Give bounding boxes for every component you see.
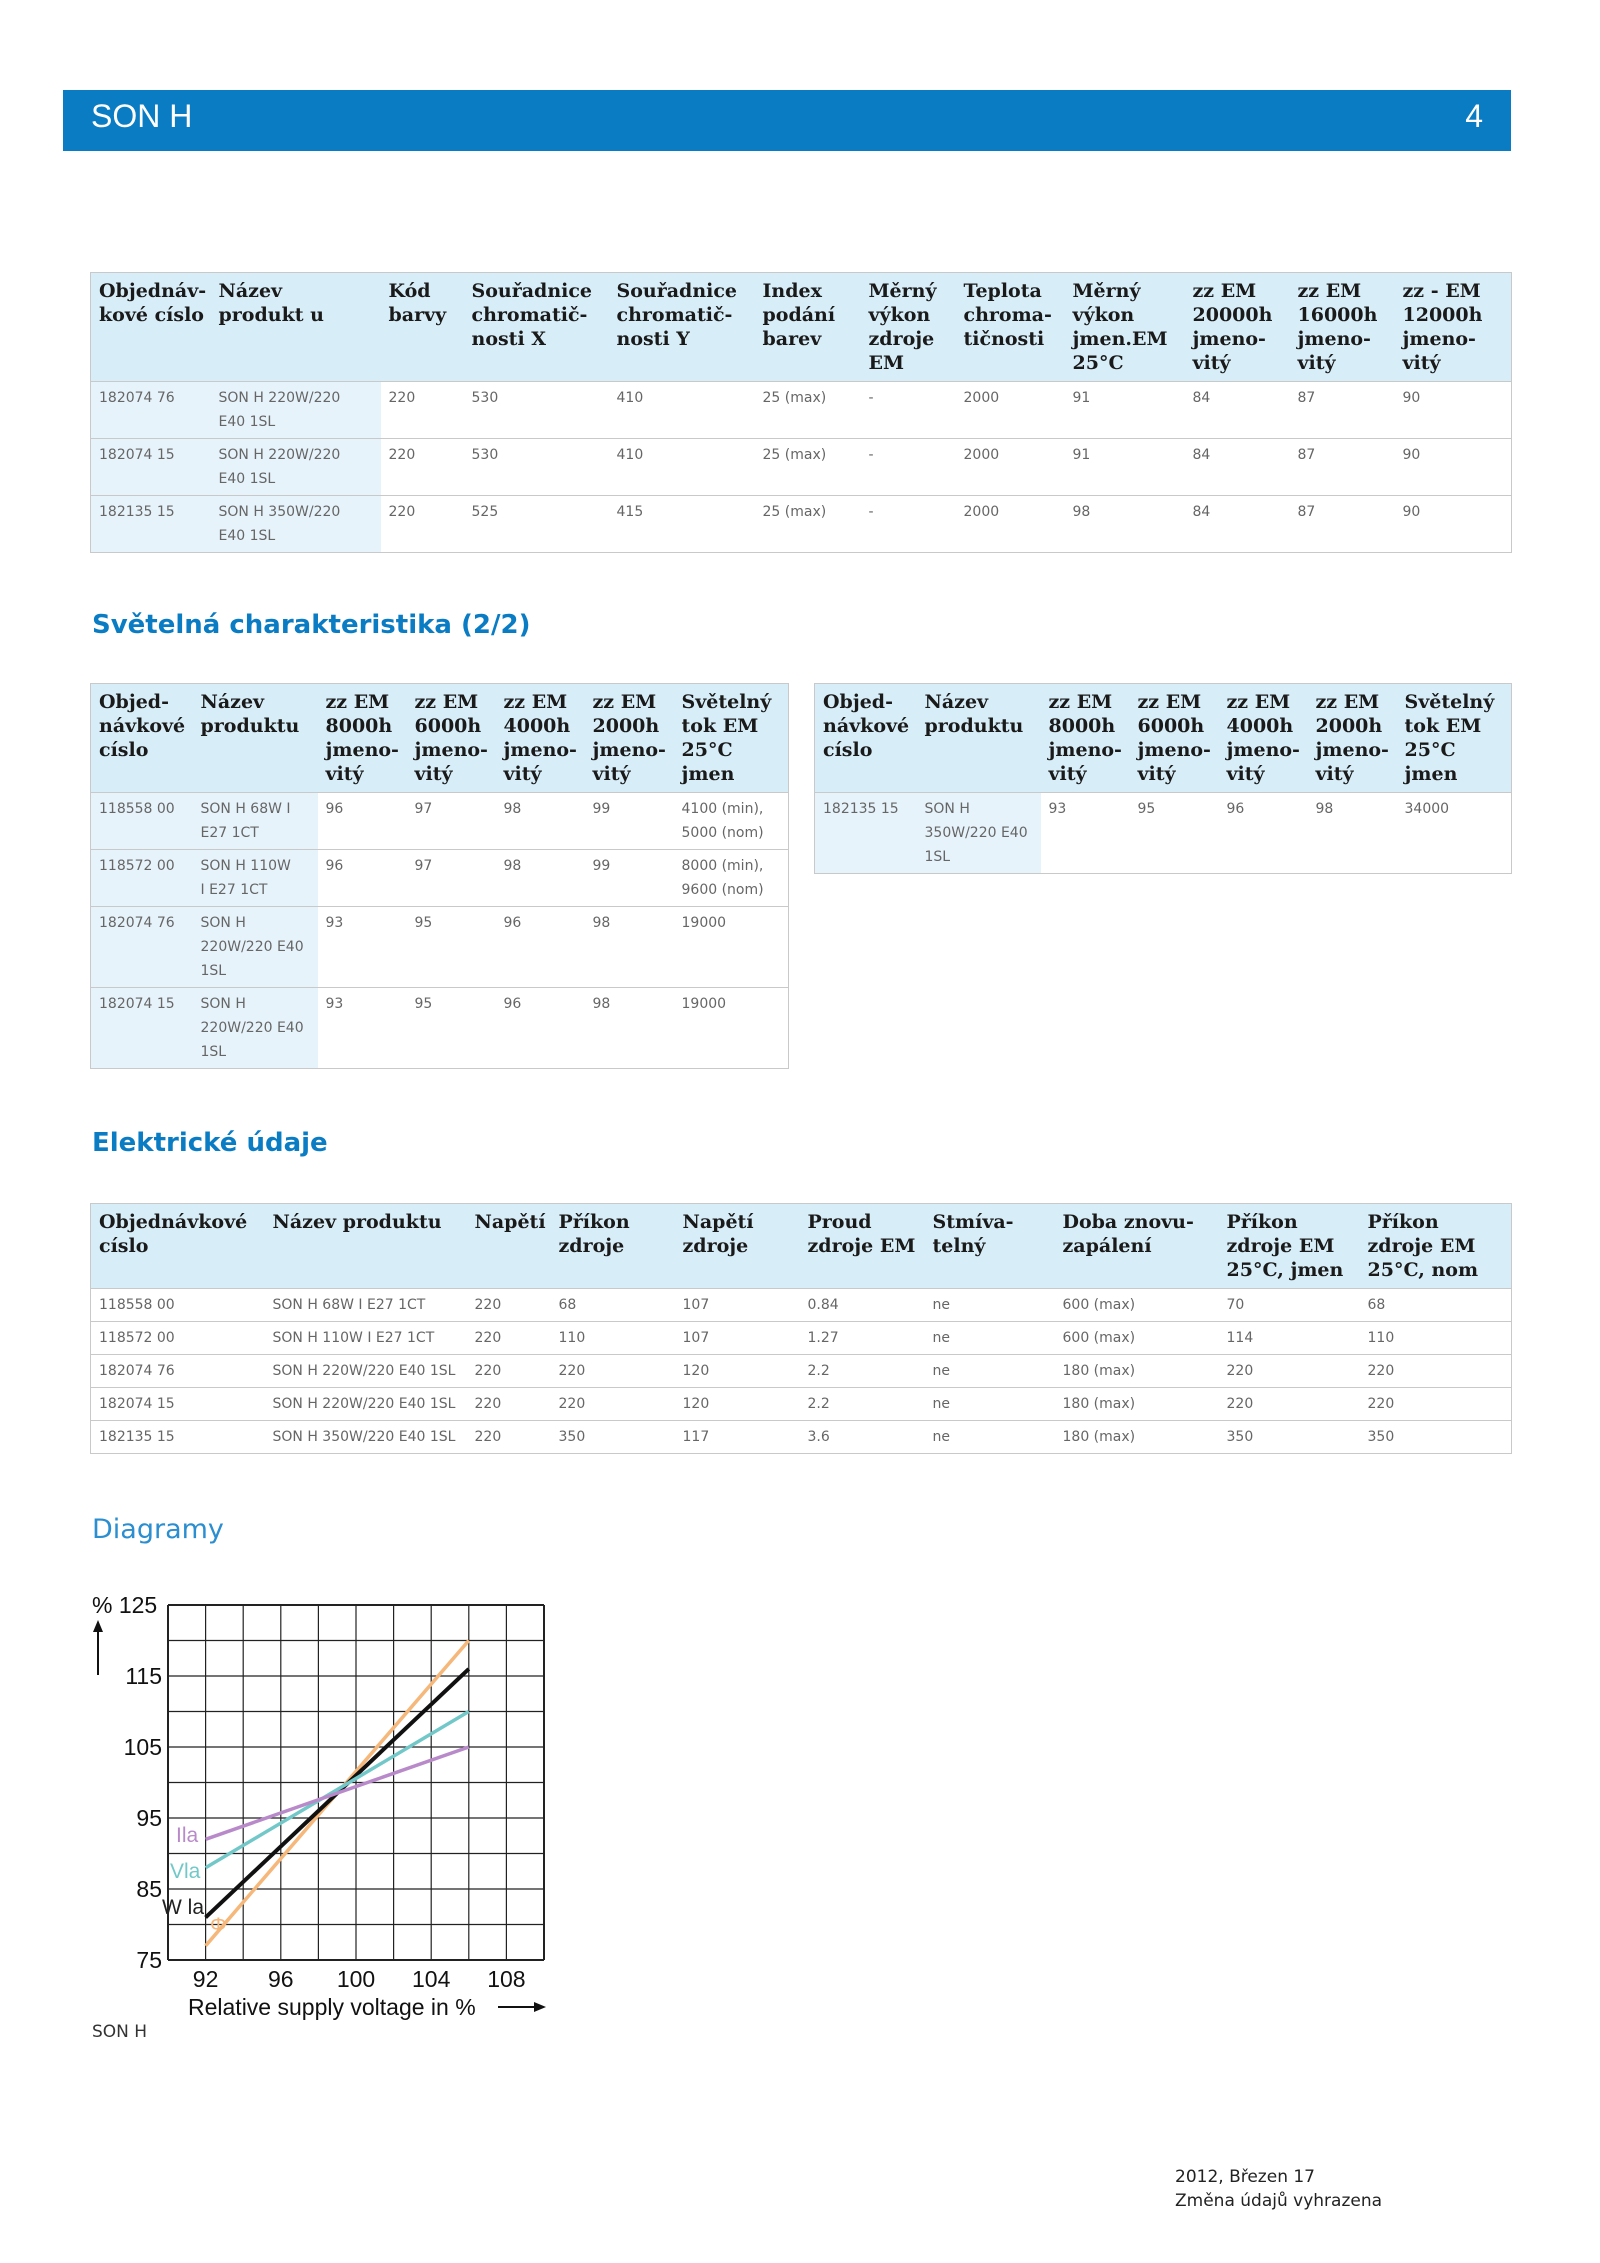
table-cell: 2000	[956, 382, 1065, 439]
table-cell: ne	[925, 1289, 1055, 1322]
table-header-row	[91, 273, 1512, 382]
table-cell: 410	[609, 382, 755, 439]
table-cell: 182074 76	[91, 382, 211, 439]
x-tick-label: 108	[487, 1966, 526, 1992]
column-header: zz EM 8000h jmeno- vitý	[318, 684, 407, 793]
column-header: Objed- návkové císlo	[815, 684, 917, 793]
column-header: zz EM 6000h jmeno- vitý	[407, 684, 496, 793]
table-cell: 68	[551, 1289, 675, 1322]
table-cell: 91	[1065, 439, 1185, 496]
table-cell: SON H 220W/220 E40 1SL	[265, 1355, 467, 1388]
series-line	[206, 1747, 469, 1839]
table-row	[91, 382, 1512, 439]
table-cell: 84	[1185, 496, 1290, 553]
table-cell: 90	[1395, 496, 1512, 553]
table-cell: 99	[585, 793, 674, 850]
diagram-title: Diagramy	[92, 1514, 224, 1545]
table-cell: 180 (max)	[1055, 1421, 1219, 1454]
column-header: Název produktu	[917, 684, 1041, 793]
table-cell: 118558 00	[91, 1289, 265, 1322]
section-title-light: Světelná charakteristika (2/2)	[92, 610, 531, 640]
table-cell: 96	[1219, 793, 1308, 874]
diagram-caption: SON H	[92, 2022, 148, 2042]
column-header: Světelný tok EM 25°C jmen	[674, 684, 789, 793]
chromaticity-table	[90, 272, 1512, 553]
light-characteristics-table	[90, 683, 789, 1069]
table-cell: 114	[1219, 1322, 1360, 1355]
table-cell: 0.84	[800, 1289, 925, 1322]
table-cell: 120	[675, 1388, 800, 1421]
table-cell: 90	[1395, 439, 1512, 496]
table-cell: 118558 00	[91, 793, 193, 850]
table-cell: 350	[551, 1421, 675, 1454]
table-header-row	[815, 684, 1512, 793]
table-cell: 530	[464, 439, 609, 496]
column-header: Souřadnice chromatič- nosti X	[464, 273, 609, 382]
table-cell: 220	[467, 1355, 551, 1388]
column-header: Název produktu	[265, 1204, 467, 1289]
table-cell: 220	[467, 1421, 551, 1454]
axis-arrow-head	[534, 2002, 546, 2012]
table-cell: 96	[318, 850, 407, 907]
table-cell: 182074 15	[91, 1388, 265, 1421]
table-cell: 220	[1219, 1388, 1360, 1421]
column-header: Měrný výkon zdroje EM	[861, 273, 956, 382]
table-cell: -	[861, 382, 956, 439]
table-cell: 182135 15	[815, 793, 917, 874]
table-cell: 110	[551, 1322, 675, 1355]
table-cell: SON H 220W/220 E40 1SL	[193, 907, 318, 988]
table-row	[91, 988, 789, 1069]
table-cell: -	[861, 496, 956, 553]
table-cell: 87	[1290, 439, 1395, 496]
table-cell: 25 (max)	[755, 439, 861, 496]
table-cell: 182074 76	[91, 1355, 265, 1388]
table-row	[91, 907, 789, 988]
section-title-electrical: Elektrické údaje	[92, 1128, 328, 1158]
series-label: Ila	[176, 1824, 199, 1847]
y-tick-label: 95	[136, 1805, 162, 1831]
column-header: Index podání barev	[755, 273, 861, 382]
column-header: zz EM 20000h jmeno- vitý	[1185, 273, 1290, 382]
table-cell: ne	[925, 1322, 1055, 1355]
table-cell: 220	[381, 382, 464, 439]
table-row	[91, 1289, 1512, 1322]
column-header: Příkon zdroje EM 25°C, jmen	[1219, 1204, 1360, 1289]
table-cell: 107	[675, 1289, 800, 1322]
column-header: zz EM 16000h jmeno- vitý	[1290, 273, 1395, 382]
table-cell: 2000	[956, 496, 1065, 553]
table-cell: 182135 15	[91, 496, 211, 553]
table-cell: SON H 110W I E27 1CT	[193, 850, 318, 907]
column-header: zz EM 8000h jmeno- vitý	[1041, 684, 1130, 793]
table-cell: 93	[318, 988, 407, 1069]
table-cell: 350	[1360, 1421, 1512, 1454]
column-header: Světelný tok EM 25°C jmen	[1397, 684, 1512, 793]
x-tick-label: 104	[412, 1966, 451, 1992]
table-cell: 25 (max)	[755, 496, 861, 553]
table-cell: ne	[925, 1355, 1055, 1388]
table-cell: 3.6	[800, 1421, 925, 1454]
table-cell: 4100 (min), 5000 (nom)	[674, 793, 789, 850]
footer-date: 2012, Březen 17	[1175, 2167, 1316, 2187]
page-header	[63, 90, 1511, 151]
table-cell: -	[861, 439, 956, 496]
column-header: zz - EM 12000h jmeno- vitý	[1395, 273, 1512, 382]
table-cell: 96	[496, 907, 585, 988]
x-axis-label: Relative supply voltage in %	[188, 1994, 476, 2020]
table-cell: 70	[1219, 1289, 1360, 1322]
page-number: 4	[1465, 98, 1483, 134]
table-cell: 220	[551, 1388, 675, 1421]
table-cell: 84	[1185, 382, 1290, 439]
table-cell: 98	[1065, 496, 1185, 553]
table-cell: 220	[1360, 1355, 1512, 1388]
table-cell: SON H 220W/220 E40 1SL	[193, 988, 318, 1069]
header-title: SON H	[91, 98, 193, 134]
series-label: Vla	[170, 1860, 201, 1883]
table-cell: SON H 350W/220 E40 1SL	[917, 793, 1041, 874]
column-header: zz EM 6000h jmeno- vitý	[1130, 684, 1219, 793]
table-header-row	[91, 1204, 1512, 1289]
table-cell: 110	[1360, 1322, 1512, 1355]
table-cell: 93	[318, 907, 407, 988]
table-cell: SON H 350W/220 E40 1SL	[265, 1421, 467, 1454]
table-cell: 220	[467, 1289, 551, 1322]
table-cell: 120	[675, 1355, 800, 1388]
table-cell: 118572 00	[91, 850, 193, 907]
table-cell: 2.2	[800, 1355, 925, 1388]
column-header: Doba znovu- zapálení	[1055, 1204, 1219, 1289]
y-tick-label: 75	[136, 1947, 162, 1973]
column-header: zz EM 4000h jmeno- vitý	[496, 684, 585, 793]
table-cell: 220	[381, 496, 464, 553]
column-header: Napětí zdroje	[675, 1204, 800, 1289]
table-cell: 95	[1130, 793, 1219, 874]
column-header: Příkon zdroje EM 25°C, nom	[1360, 1204, 1512, 1289]
table-cell: 182074 15	[91, 988, 193, 1069]
column-header: Objednáv- kové císlo	[91, 273, 211, 382]
table-cell: 68	[1360, 1289, 1512, 1322]
table-cell: 600 (max)	[1055, 1322, 1219, 1355]
table-cell: 182135 15	[91, 1421, 265, 1454]
table-cell: 220	[467, 1322, 551, 1355]
table-cell: SON H 220W/220 E40 1SL	[211, 439, 381, 496]
table-cell: 97	[407, 850, 496, 907]
x-tick-label: 92	[192, 1966, 219, 1992]
table-cell: SON H 220W/220 E40 1SL	[265, 1388, 467, 1421]
table-cell: 19000	[674, 907, 789, 988]
table-cell: 220	[551, 1355, 675, 1388]
table-cell: 90	[1395, 382, 1512, 439]
table-cell: 98	[585, 907, 674, 988]
table-cell: 25 (max)	[755, 382, 861, 439]
table-cell: 415	[609, 496, 755, 553]
table-row	[91, 1421, 1512, 1454]
table-cell: 410	[609, 439, 755, 496]
table-cell: 91	[1065, 382, 1185, 439]
table-row	[815, 793, 1512, 874]
table-cell: 87	[1290, 496, 1395, 553]
footer-note: Změna údajů vyhrazena	[1175, 2191, 1383, 2211]
table-cell: 98	[1308, 793, 1397, 874]
column-header: Stmíva- telný	[925, 1204, 1055, 1289]
table-cell: 350	[1219, 1421, 1360, 1454]
table-header-row	[91, 684, 789, 793]
table-cell: 2.2	[800, 1388, 925, 1421]
table-cell: 180 (max)	[1055, 1388, 1219, 1421]
table-cell: 87	[1290, 382, 1395, 439]
x-tick-label: 100	[336, 1966, 376, 1992]
column-header: Proud zdroje EM	[800, 1204, 925, 1289]
table-cell: 1.27	[800, 1322, 925, 1355]
table-cell: ne	[925, 1388, 1055, 1421]
table-cell: ne	[925, 1421, 1055, 1454]
table-row	[91, 1322, 1512, 1355]
column-header: Kód barvy	[381, 273, 464, 382]
footer	[1175, 2165, 1382, 2213]
table-cell: 96	[318, 793, 407, 850]
table-cell: 98	[496, 793, 585, 850]
column-header: Teplota chroma- tičnosti	[956, 273, 1065, 382]
table-row	[91, 850, 789, 907]
table-cell: SON H 110W I E27 1CT	[265, 1322, 467, 1355]
electrical-data-table	[90, 1203, 1512, 1454]
table-cell: 8000 (min), 9600 (nom)	[674, 850, 789, 907]
table-cell: 220	[381, 439, 464, 496]
table-cell: 97	[407, 793, 496, 850]
table-cell: SON H 68W I E27 1CT	[193, 793, 318, 850]
table-cell: 220	[1219, 1355, 1360, 1388]
table-cell: 96	[496, 988, 585, 1069]
series-label: W la	[162, 1896, 204, 1919]
column-header: Objednávkové císlo	[91, 1204, 265, 1289]
y-tick-label: 85	[136, 1876, 162, 1902]
column-header: Objed- návkové císlo	[91, 684, 193, 793]
column-header: zz EM 2000h jmeno- vitý	[585, 684, 674, 793]
table-cell: SON H 350W/220 E40 1SL	[211, 496, 381, 553]
table-cell: 180 (max)	[1055, 1355, 1219, 1388]
table-cell: 182074 15	[91, 439, 211, 496]
column-header: zz EM 4000h jmeno- vitý	[1219, 684, 1308, 793]
table-row	[91, 1355, 1512, 1388]
table-cell: 220	[467, 1388, 551, 1421]
table-cell: 95	[407, 988, 496, 1069]
column-header: zz EM 2000h jmeno- vitý	[1308, 684, 1397, 793]
column-header: Název produktu	[193, 684, 318, 793]
column-header: Příkon zdroje	[551, 1204, 675, 1289]
table-cell: 118572 00	[91, 1322, 265, 1355]
table-row	[91, 439, 1512, 496]
table-cell: 84	[1185, 439, 1290, 496]
x-tick-label: 96	[268, 1966, 294, 1992]
table-cell: 220	[1360, 1388, 1512, 1421]
axis-arrow-head	[93, 1620, 103, 1632]
column-header: Souřadnice chromatič- nosti Y	[609, 273, 755, 382]
table-cell: 117	[675, 1421, 800, 1454]
table-cell: 98	[496, 850, 585, 907]
y-tick-label: 105	[123, 1734, 162, 1760]
voltage-characteristics-chart	[80, 1580, 560, 2020]
table-cell: SON H 68W I E27 1CT	[265, 1289, 467, 1322]
series-label: Φ	[210, 1914, 227, 1937]
column-header: Měrný výkon jmen.EM 25°C	[1065, 273, 1185, 382]
table-cell: 34000	[1397, 793, 1512, 874]
table-cell: 600 (max)	[1055, 1289, 1219, 1322]
table-cell: 98	[585, 988, 674, 1069]
table-cell: 525	[464, 496, 609, 553]
column-header: Napětí	[467, 1204, 551, 1289]
table-row	[91, 496, 1512, 553]
column-header: Název produkt u	[211, 273, 381, 382]
table-cell: SON H 220W/220 E40 1SL	[211, 382, 381, 439]
table-row	[91, 1388, 1512, 1421]
table-cell: 99	[585, 850, 674, 907]
table-cell: 530	[464, 382, 609, 439]
light-characteristics-table-350w	[814, 683, 1512, 874]
table-cell: 95	[407, 907, 496, 988]
series-line	[206, 1712, 469, 1868]
y-tick-label: 115	[125, 1663, 162, 1689]
table-row	[91, 793, 789, 850]
table-cell: 107	[675, 1322, 800, 1355]
table-cell: 19000	[674, 988, 789, 1069]
y-axis-label: % 125	[92, 1592, 158, 1618]
table-cell: 182074 76	[91, 907, 193, 988]
table-cell: 93	[1041, 793, 1130, 874]
table-cell: 2000	[956, 439, 1065, 496]
